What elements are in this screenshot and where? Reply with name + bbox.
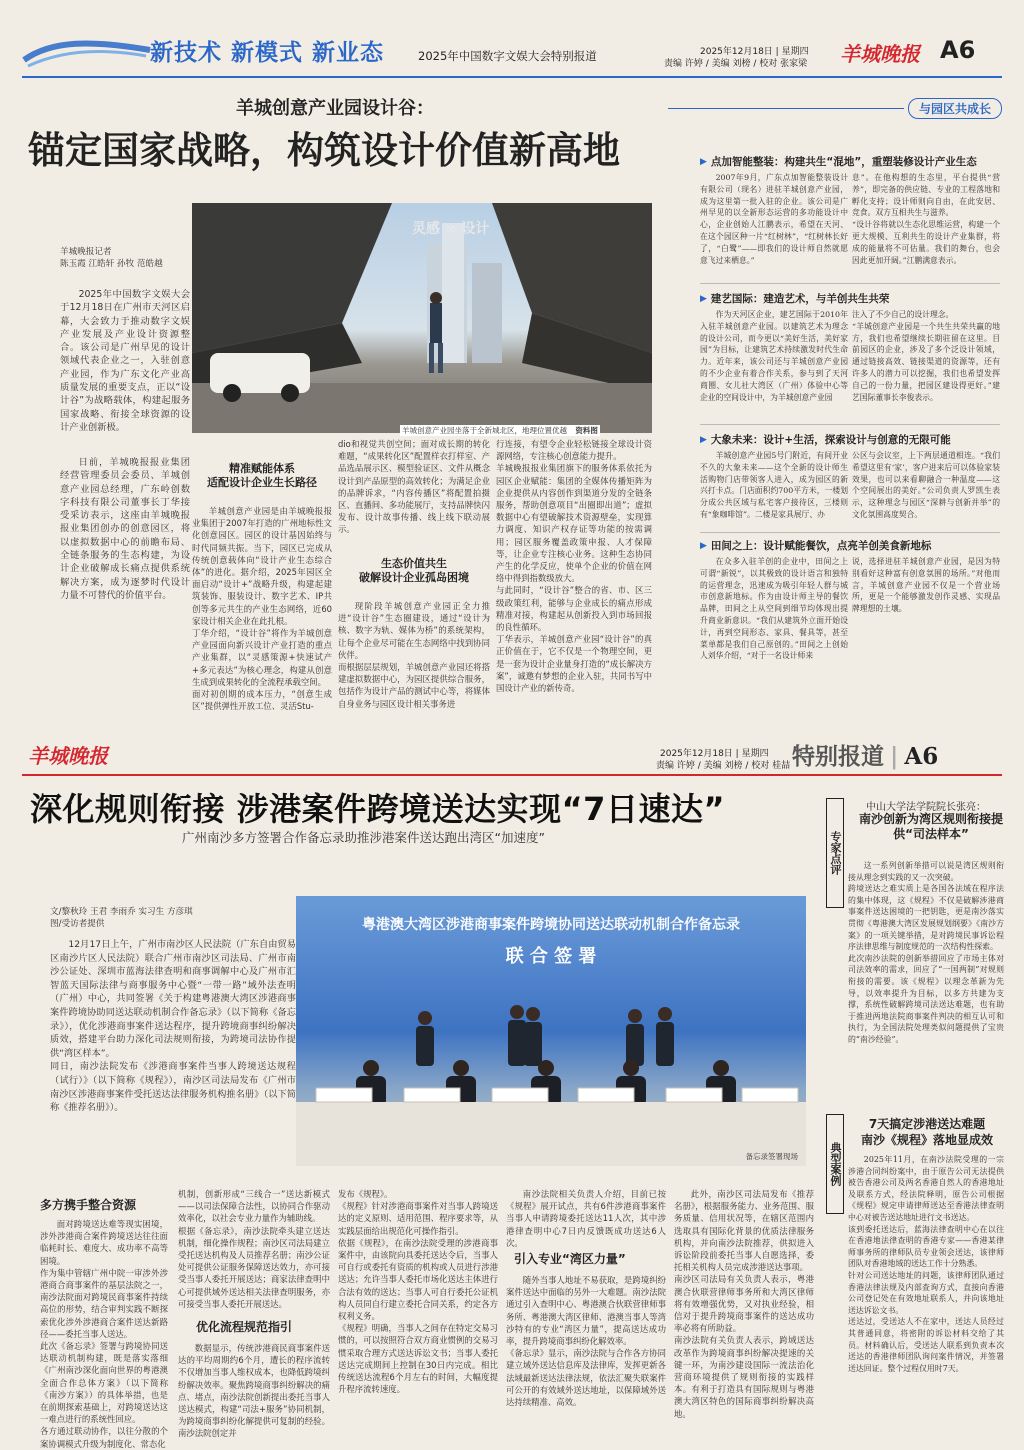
sidebar-body-4 [700,556,848,701]
section-body-1 [192,505,332,712]
sidebar-body-1b-text: 息”。在他构想的生态里，平台提供“营养”，即完备的供应链、专业的工程落地和孵化支持；设计师则向自由，在此安居、竞食。双方互相共生与滋养。 “设计谷将就以生态化思维运营，构建一个更大规模、互利共生的设计产业集群，将成的能量将不可估量。我们的舞台，也会因此更加开阔。”江鹏满意表示。 [852,173,1000,265]
sidebar-body-4-text: 在众多入驻羊创的企业中，田间之上可谓“新锐”，以其极致的设计语言和独特的运营理念，迅速成为吸引年轻人群与城市创意新地标。作为由设计师主导的餐饮品牌，田间之上从空间到细节均体现出提升商业新意识。“我们从建筑外立面开始设计，再到空间形态、家具、餐具等，甚至菜单都是我们自己原创的。”田间之上创始人刘华介绍，“对于一名设计师来 [700,557,848,661]
column-3-body [338,1188,498,1436]
column-3-text: 发布《规程》。 《规程》针对涉港商事案件对当事人跨境送达的定义原则、适用范围、程序要求等，从实践层面给出规范化可操作指引。 依据《规程》，在南沙法院受理的涉港商事案件中，由该院向具委托送达令后，当事人可自行或委托有资质的机构或人员进行涉港送达；允许当事人委托市场化送达主体进行合法有效的送达；当事人可自行委托公证机构人员同自行建立委托合同关系，约定各方权利义务。 《规程》明确，当事人之间存在特定交易习惯的，可以按照符合双方商业惯例的交易习惯采取合理方式送达诉讼文书；当事人委托送达完成期间上控制在30日内完成。相比传统送达流程6个月左右的时间，大幅度提升程序流转速度。 [338,1189,498,1395]
kicker: 羊城创意产业园设计谷： [236,98,434,119]
case-tag-text: 典型案例 [829,1142,842,1186]
section-heading-2: 生态价值共生 破解设计企业孤岛困境 [359,557,469,584]
section-heading-1: 多方携手整合资源 [40,1198,137,1212]
sidebar-divider-3 [700,532,1000,533]
section-body-2 [338,600,490,709]
banner-subtitle: 2025年中国数字文娱大会特别报道 [418,49,597,63]
triangle-icon: ▶ [700,293,707,304]
photo-credit: 资料图 [575,426,598,435]
section-body-1-text: 面对跨境送达难等现实困境，涉外涉港商合案件跨境送达往往面临耗时长、难度大、成功率不高等困境。 作为集中管辖广州中院一审涉外涉港商合商事案件的基层法院之一，南沙法院面对跨境民商事案件持续高位的形势，结合审判实践不断探索优化涉外涉港商合案件送达新路径——委托当事人送达。 此次《备忘录》签署与跨境协同送达联动机制构建，既是落实落细《广州南沙深化面向世界的粤港澳全面合作总体方案》（以下简称《南沙方案》）的具体举措，也是在前期探索基础上，对跨境送达这一难点进行的系统性回应。 各方通过联动协作，以往分散的个案协调模式升级为制度化、常态化 [40,1219,168,1449]
lead-paragraph-2 [60,456,190,640]
sidebar-body-2-text: 作为天河区企业，建艺国际于2010年入驻羊城创意产业园。以建筑艺术为理念的设计公司，而今更以“美好生活，美好家园”为目标，让建筑艺术持续激发时代生命力。近年来，该公司还与羊城创意产业园的不少企业有着合作关系，参与到了天河商圈、女儿社大湾区（广州）体验中心等企业的空间设计中，为羊城创意产业园 [700,310,848,402]
sidebar-body-2b-text: 注入了不少自己的设计理念。 “羊城创意产业园是一个共生共荣共赢的地方，我们也希望继续长期驻留在这里。目前园区的企业，涉及了多个泛设计领域，通过链接高效、链接渠道的资源等，还有许多人的潜力可以挖掘，我们也希望发挥自己的一份力量，把园区建设得更好。”建艺国际董事长李俊表示。 [852,310,1000,402]
section-body-3 [506,1274,666,1436]
column-2-text: 机制，创新形成“三线合一”送达新模式——以司法保障合法性，以协同合作驱动效率化，以社会专业力量作为辅助线。 根据《备忘录》，南沙法院牵头建立送达机制，细化操作规程；南沙区司法局建立受托送达机构及人员推荐名册；南沙公证处可提供公证服务保障送达效力，亦可接受当事人委托开展送达；商家法律查明中心可提供域外送达相关法律查明服务，亦可接受当事人委托开展送达。 [178,1189,330,1309]
expert-tag [826,798,844,908]
expert-name: 中山大学法学院院长张亮： [866,802,986,813]
top-page [0,0,1024,720]
sidebar-divider-2 [700,424,1000,425]
section-body-1b [338,438,490,546]
section-heading-1: 精准赋能体系 适配设计企业生长路径 [207,462,317,489]
expert-body-text: 这一系列创新举措可以说是湾区规则衔接从理念到实践的又一次突破。 跨境送达之难实质上是各国各法域在程序法的集中体现，这《规程》不仅是破解涉港商事案件送达困境的一把钥匙，更是南沙落实贯彻《粤港澳大湾区发展规划纲要》《南沙方案》的一项关键举措，是对跨境民事诉讼程序法律思维与制度规范的一次结构性探索。 此次南沙法院的创新举措回应了市场主体对司法效率的需求，回应了“一国两制”对规则衔接的需要。该《规程》以理念革新为先导，以效率提升为目标，以多方共建为支撑，系统性破解跨境司法送达难题，也有助于推进两地法院商事案件判决的相互认可和执行，为全国法院处理类似问题提供了宝贵的“南沙经验”。 [848,861,1004,1044]
case-body-text: 2025年11月，在南沙法院受理的一宗涉港合同纠纷案中，由于原告公司无法提供被告香港公司及两名香港自然人的香港地址及联系方式，经法院释明，原告公司根据《规程》规定申请律师送达至香港法律查明中心对被告送达地址进行文书送达。 该到委托送达后，蓝海法律查明中心在以往在香港地法律查明的香港专家——香港某律师事务所的律师队员专业领会送达，该律师团队对香港地域的送达工作十分熟悉。 针对公司送达地址的问题，该律师团队通过香港法律法规及内部查询方式，直接向香港公司登记处在有效地址联系人，并向该地址送达诉讼文书。 送达过，受送达人不在家中，送达人员经过其普通同意，将密附的诉讼材料交给了其员。材料确认后，受送达人联系到负责本次送达的香港律师团队询问案件情况，并签署送达回证。整个过程仅用时7天。 [848,1155,1004,1373]
sidebar-heading-3-text: 大象未来：设计+生活，探索设计与创意的无限可能 [710,434,951,446]
section-name [792,738,938,771]
page-editors: 责编 许婷 / 美编 刘榜 / 校对 桂喆 [656,761,791,771]
expert-tag-text: 专家点评 [829,831,842,875]
headline: 锚定国家战略，构筑设计价值新高地 [28,128,620,172]
section-separator: | [890,743,899,770]
sidebar-body-1b [852,172,1000,272]
banner-title: 新技术 新模式 新业态 [150,39,385,66]
triangle-icon: ▶ [700,540,707,551]
newspaper-logo: 羊城晚报 [28,744,108,768]
page-number: A6 [940,36,976,64]
section-body-2 [178,1342,330,1439]
section-heading-2: 优化流程规范指引 [196,1320,293,1334]
lead-text: 12月17日上午，广州市南沙区人民法院（广东自由贸易区南沙片区人民法院）联合广州市南沙区司法局、广州市南沙公证处、深圳市蓝海法律查明和商事调解中心及广州市汇智蓝天国际法律与商事服务中心暨“一带一路”域外法查明（广州）中心，共同签署《关于构建粤港澳大湾区涉港商事案件跨境协助同送达联动机制合作备忘录》（以下简称《备忘录》），优化涉港商事案件送达程序，提升跨境商事纠纷解决质效，搭建平台助力深化司法规则衔接，为跨境司法协作提供“湾区样本”。 同日，南沙法院发布《涉港商事案件当事人跨境送达规程（试行）》（以下简称《规程》），南沙区司法局发布《广州市南沙区涉港商事案件受托送达法律服务机构推名册》（以下简称《推荐名册》）。 [50,939,296,1114]
page-date: 2025年12月18日 | 星期四 [660,749,769,759]
case-tag [826,1114,844,1214]
section-body-1-text: 羊城创意产业园是由羊城晚报报业集团于2007年打造的广州地标性文化创意园区。园区的设计基因始终与时代同频共振。当下，园区已完成从传统创意载体向“设计产业生态综合体”的进化。据介绍，2025年园区全面启动“设计+”战略升级，构建起建筑装饰、服装设计、数字艺术、IP共创等多元共生的产业生态网络，近60家设计相关企业在此扎根。 丁华介绍，“设计谷”将作为羊城创意产业园面向新兴设计产业打造的重点产业集群，以“灵感策源+快速试产+多元表达”为核心理念，构建从创意生成到成果转化的全流程承载空间。 面对初创期的成本压力，“创意生成区”提供弹性开放工位、灵活Stu- [192,506,332,712]
sidebar-body-4b-text: 说，选择进驻羊城创意产业园，是因为特别看好这种富有创意氛围的场所。”对他而言，羊城创意产业园不仅是一个营业场所，更是一个能够激发创作灵感、实现品牌理想的土壤。 [852,557,1000,614]
section-body-2-text: 数据显示，传统涉港商民商事案件送达的平均周期约6个月，遭长的程序流转不仅增加当事人维权成本，也降低跨境纠纷解决效率。聚焦跨境商事纠纷解决的痛点、堵点，南沙法院创新提出委托当事人送达模式，构建“司法+服务”协同机制，为跨境商事纠纷化解提供可复制的经验。南沙法院创定并 [178,1343,330,1439]
newspaper-logo: 羊城晚报 [840,42,920,66]
expert-body [848,860,1004,1100]
sidebar-tag [668,98,1002,118]
lead-paragraph [60,288,190,456]
sidebar-body-3-text: 羊城创意产业园5号门附近，有间开业不久的大象未来——这个全新的设计师生活购物门店带领客人进入，成为园区的新兴打卡点。门店面积约700平方米，一楼划分成公共区域与私宅客户接待区，三楼则有“象咖啡馆”。二楼是家具展厅、办 [700,451,848,519]
case-title: 7天搞定涉港送达难题 南沙《规程》落地显成效 [860,1117,993,1147]
section-body-3-text: 行连接，有望令企业轻松链接全球设计资源网络，专注核心创意能力提升。 羊城晚报报业集团旗下的服务体系依托为园区企业赋能：集团的全媒体传播矩阵为企业提供从内容创作到渠道分发的全链条服务，帮助创意项目“出圈即出道”；虚拟数据中心有望破解技术资源壁垒，实现算力调度、知识产权存证等功能的按需调用；园区服务覆盖政策申报、人才保障等，让企业专注核心业务。这种生态协同产生的化学反应，使单个企业的价值在网络中得到指数级放大。 与此同时，“设计谷”整合的省、市、区三级政策红利，能够与企业成长的痛点形成精准对接，构建起从创新投入到市场回报的良性循环。 丁华表示，羊城创意产业园“设计谷”的真正价值在于，它不仅是一个物理空间，更是一套为设计企业量身打造的“成长解决方案”，诚邀有梦想的企业入驻，共同书写中国设计产业的新传奇。 [496,439,652,694]
triangle-icon: ▶ [700,434,707,445]
subheadline: 广州南沙多方签署合作备忘录助推涉港案件送达跑出湾区“加速度” [182,830,545,845]
sidebar-body-4b [852,556,1000,701]
park-scene-icon [192,203,652,433]
column-4-body [506,1188,666,1248]
signing-photo [296,896,806,1166]
page-editors: 责编 许婷 / 美编 刘榜 / 校对 张家梁 [664,59,808,69]
sidebar-body-3b-text: 公区与会议室，上下两层通道相连。“我们希望这里有‘家’，客户进来后可以体验家装效果，也可以来看聊融合一种温度——这个空间展出的美好。”公司负责人罗凯生表示，这种理念与园区“深耕与创新并举”的文化氛围高度契合。 [852,451,1000,519]
lead-text-2: 日前，羊城晚报报业集团经营管理委员会委员、羊城创意产业园总经理，广东岭创数字科技有限公司董事长丁华接受采访表示，这座由羊城晚报报业集团创办的创意园区，将以虚拟数据中心的前瞻布局、全链条服务的生态构建，为设计企业破解成长痛点提供系统解决方案，成为逐梦时代设计力量不可替代的价值平台。 [60,457,190,601]
sidebar-heading-1-text: 点加智能整装：构建共生“混地”，重塑装修设计产业生态 [710,156,977,168]
bottom-page [0,730,1024,1449]
lead-paragraph [50,938,296,1170]
sidebar-body-3b [852,450,1000,530]
section-heading-3: 引入专业“湾区力量” [514,1252,626,1266]
sidebar-heading-2 [700,291,1000,306]
case-body [848,1154,1004,1436]
sidebar-body-2 [700,309,848,421]
column-2-body [178,1188,330,1312]
section-body-1b-text: dio和视觉共创空间；面对成长期的转化难题，“成果转化区”配置样衣打样室、产品选品展示区、模型验证区、文件从概念设计到产品原型的高效转化；为满足企业的品牌诉求，“内容传播区”将配置拍摄区、直播间、多功能展厅，支持品牌快闪发布、设计故事传播、线上线下联动展示。 [338,439,490,535]
sidebar-body-1 [700,172,848,272]
photo-caption-text: 羊城创意产业园坐落于全新城北区，地理位置优越 [402,426,567,435]
headline: 深化规则衔接 涉港案件跨境送达实现“7日速达” [30,790,725,828]
sidebar-body-1-text: 2007年9月，广东点加智能整装设计有限公司（现名）进驻羊城创意产业园，成为这里第一批入驻的企业。该公司是广州早见的以全新形态运营的多功能设计中心，企业创始人江鹏表示，希望在天河、在这个园区种一片“红树林”，“红树林长好了，“白鹭”——即我们的设计师自然就愿意飞过来栖息。” [700,173,848,265]
sidebar-heading-3 [700,432,1000,447]
sidebar-body-2b [852,309,1000,421]
photo-banner-text: 粤港澳大湾区涉港商事案件跨境协同送达联动机制合作备忘录 [362,917,740,933]
photo-caption [400,425,600,436]
column-5-body [674,1188,814,1436]
section-body-2-text: 现阶段羊城创意产业园正全力推进“设计谷”生态圈建设，通过“设计为核、数字为轨、媒体为桥”的系统架构，让每个企业尽可能在生态网络中找到协同伙伴。 而根据层层规划，羊城创意产业园还将搭建虚拟数据中心，为园区提供综合服务，包括作为设计产品的测试中心等，将媒体自身业务与园区设计相关事务进 [338,601,490,709]
photo-banner-text-2: 联 合 签 署 [505,946,597,967]
sidebar-heading-2-text: 建艺国际：建造艺术，与羊创共生共荣 [710,293,890,305]
column-5-text: 此外，南沙区司法局发布《推荐名册》，根据服务能力、业务范围、服务质量、信用状况等，在辖区范围内选取具有国际化背景的优质法律服务机构，并向南沙法院推荐，供拟进入诉讼阶段前委托当事人自愿选择，委托相关机构人员完成涉港送达事项。 南沙区司法局有关负责人表示，粤港澳合伙联营律师事务所和大湾区律师将有效增强优势，又对执业经验，相信对于提升跨境商事案件的送达成功率必将有所助益。 南沙法院有关负责人表示，跨域送达改革作为跨境商事纠纷解决提速的关键一环，为南沙建设国际一流法治化营商环境提供了规则衔接的实践样本。有利于打造具有国际规则与粤港澳大湾区特色的国际商事纠纷解决高地。 [674,1189,814,1419]
header-rule [22,774,1002,776]
sidebar-heading-4-text: 田间之上：设计赋能餐饮，点亮羊创美食新地标 [710,540,932,552]
section-body-3 [496,438,652,701]
header-rule [22,76,1002,78]
photo-caption: 备忘录签署现场 [745,1152,798,1161]
triangle-icon: ▶ [700,156,707,167]
sidebar-body-3 [700,450,848,530]
sidebar-divider-1 [700,283,1000,284]
lead-text: 2025年中国数字文娱大会于12月18日在广州市天河区启幕，大会致力于推动数字文娱产业发展及产业设计资源整合。该公司是广州早见的设计领域代表企业之一，入驻创意产业园，作为广东文化产业高质量发展的重要支点，正以“设计谷”为战略载体，构建起服务国家战略、衔接全球资源的设计产业创新极。 [60,289,190,433]
page-date: 2025年12月18日 | 星期四 [700,47,809,57]
byline: 文/黎秋玲 王君 李雨乔 实习生 方彦琪 图/受访者提供 [50,907,193,929]
signing-scene-icon [296,896,806,1166]
feature-photo [192,203,652,433]
section-name-text: 特别报道 [792,743,884,770]
expert-title: 南沙创新为湾区规则衔接提供“司法样本” [858,812,1003,841]
sidebar-heading-1 [700,154,1000,169]
sidebar-tag-label: 与园区共成长 [908,98,1002,119]
sidebar-tag-rule [668,108,904,109]
column-4-text: 南沙法院相关负责人介绍，目前已按《规程》展开试点，共有6件涉港商事案件当事人申请跨境委托送达11人次，其中涉港律查明中心7日内反馈既成功送达6人次。 [506,1189,666,1248]
section-page: A6 [904,743,939,770]
section-body-1 [40,1218,168,1449]
byline: 羊城晚报记者 陈玉霞 江皓轩 孙牧 范皓越 [60,247,163,269]
svg-text:灵感 ∞ 设计: 灵感 ∞ 设计 [412,221,490,237]
swirl-logo-icon [22,36,152,72]
sidebar-heading-4 [700,538,1000,553]
section-body-3-text: 随外当事人地址不易获取，是跨境纠纷案件送达中面临的另外一大难题。南沙法院通过引入查明中心、粤港澳合伙联营律师事务所、粤港澳大湾区律师、港澳当事人等湾沙特有的专业“湾区力量”，提高送达成功率，提升跨境商事纠纷化解效率。 《备忘录》显示，南沙法院与合作各方协同建立域外送达信息库及法律库，发挥更新各法域最新送达法律法规，依法汇聚失联案件可公开的有效域外送达地址，以保障域外送达持续精准、高效。 [506,1275,666,1408]
